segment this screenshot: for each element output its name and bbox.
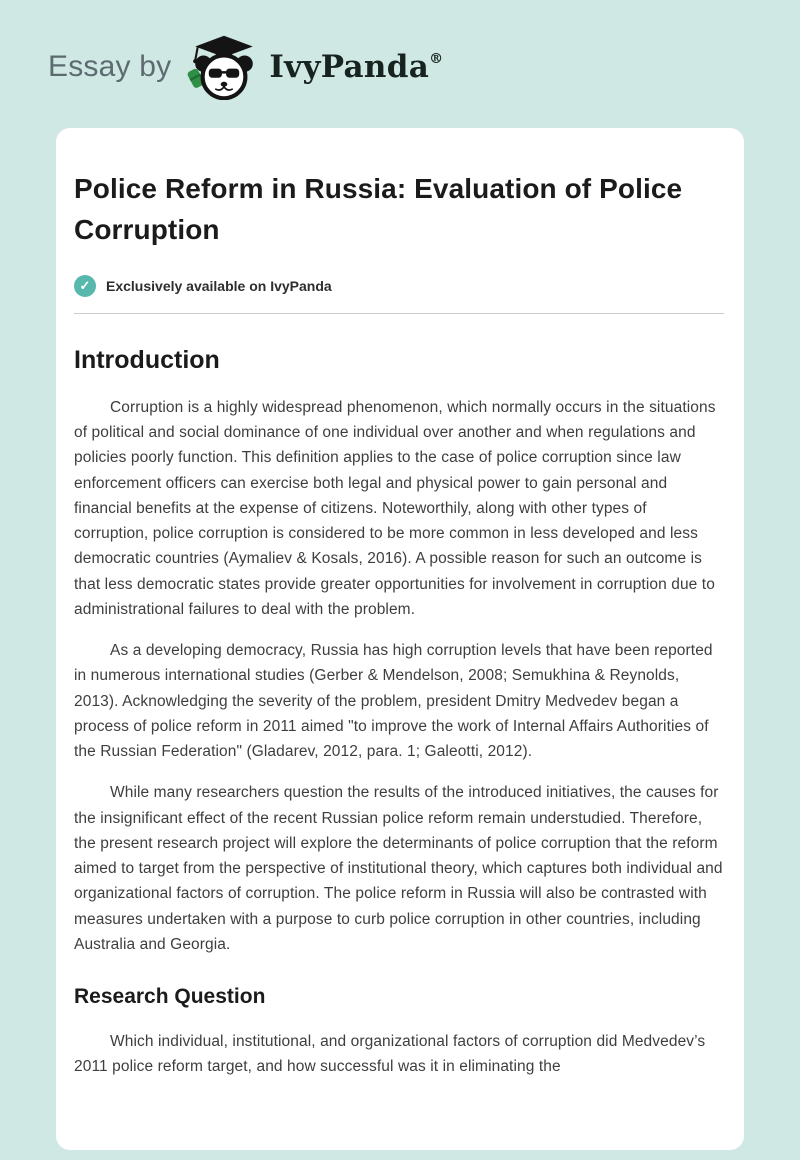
paragraph: Corruption is a highly widespread phenomenon, which normally occurs in the situations of political and social dominance of one individual over another and when regulations and policies poorly function. This definition applies to the case of police corruption since law enforcement officers can exercise both legal and physical power to gain personal and financial benefits at the expense of citizens. Noteworthily, along with other types of corruption, police corruption is considered to be more common in less developed and less democratic countries (Aymaliev & Kosals, 2016). A possible reason for such an outcome is that less democratic states provide greater opportunities for involvement in corruption due to administrational failures to deal with the problem. (74, 398, 716, 618)
brand-text: IvyPanda (269, 49, 430, 85)
essay-card (56, 128, 744, 1150)
paragraph: While many researchers question the results of the introduced initiatives, the causes for the insignificant effect of the recent Russian police reform remain understudied. Therefore, the present research project will explore the determinants of police corruption that the reform aimed to target from the perspective of institutional theory, which captures both individual and organizational factors of corruption. The police reform in Russia will also be contrasted with measures undertaken with a purpose to curb police corruption in other countries, including Australia and Georgia. (74, 784, 723, 953)
research-question-heading: Research Question (74, 985, 266, 1009)
paragraph: As a developing democracy, Russia has high corruption levels that have been reported in numerous international studies (Gerber & Mendelson, 2008; Semukhina & Reynolds, 2013). Acknowledging the severity of the problem, president Dmitry Medvedev began a process of police reform in 2011 aimed "to improve the work of Internal Affairs Authorities of the Russian Federation" (Gladarev, 2012, para. 1; Galeotti, 2012). (74, 642, 713, 761)
divider (74, 313, 724, 314)
ivypanda-logo (187, 34, 443, 100)
availability-label: Exclusively available on IvyPanda (106, 277, 332, 294)
check-icon: ✓ (74, 275, 96, 297)
brand-name (269, 49, 443, 85)
registered-mark: ® (429, 51, 444, 67)
introduction-heading: Introduction (74, 345, 220, 374)
page-header (0, 0, 800, 100)
essay-by-label: Essay by (48, 50, 172, 83)
essay-title: Police Reform in Russia: Evaluation of Police Corruption (74, 173, 683, 246)
paragraph: Which individual, institutional, and organizational factors of corruption did Medvedev’s 2011 police reform target, and how successful was it in eliminating the (74, 1033, 706, 1076)
section-research-question (74, 985, 724, 1080)
section-introduction (74, 346, 724, 957)
availability-row (74, 275, 724, 297)
panda-graduate-icon (187, 34, 261, 100)
